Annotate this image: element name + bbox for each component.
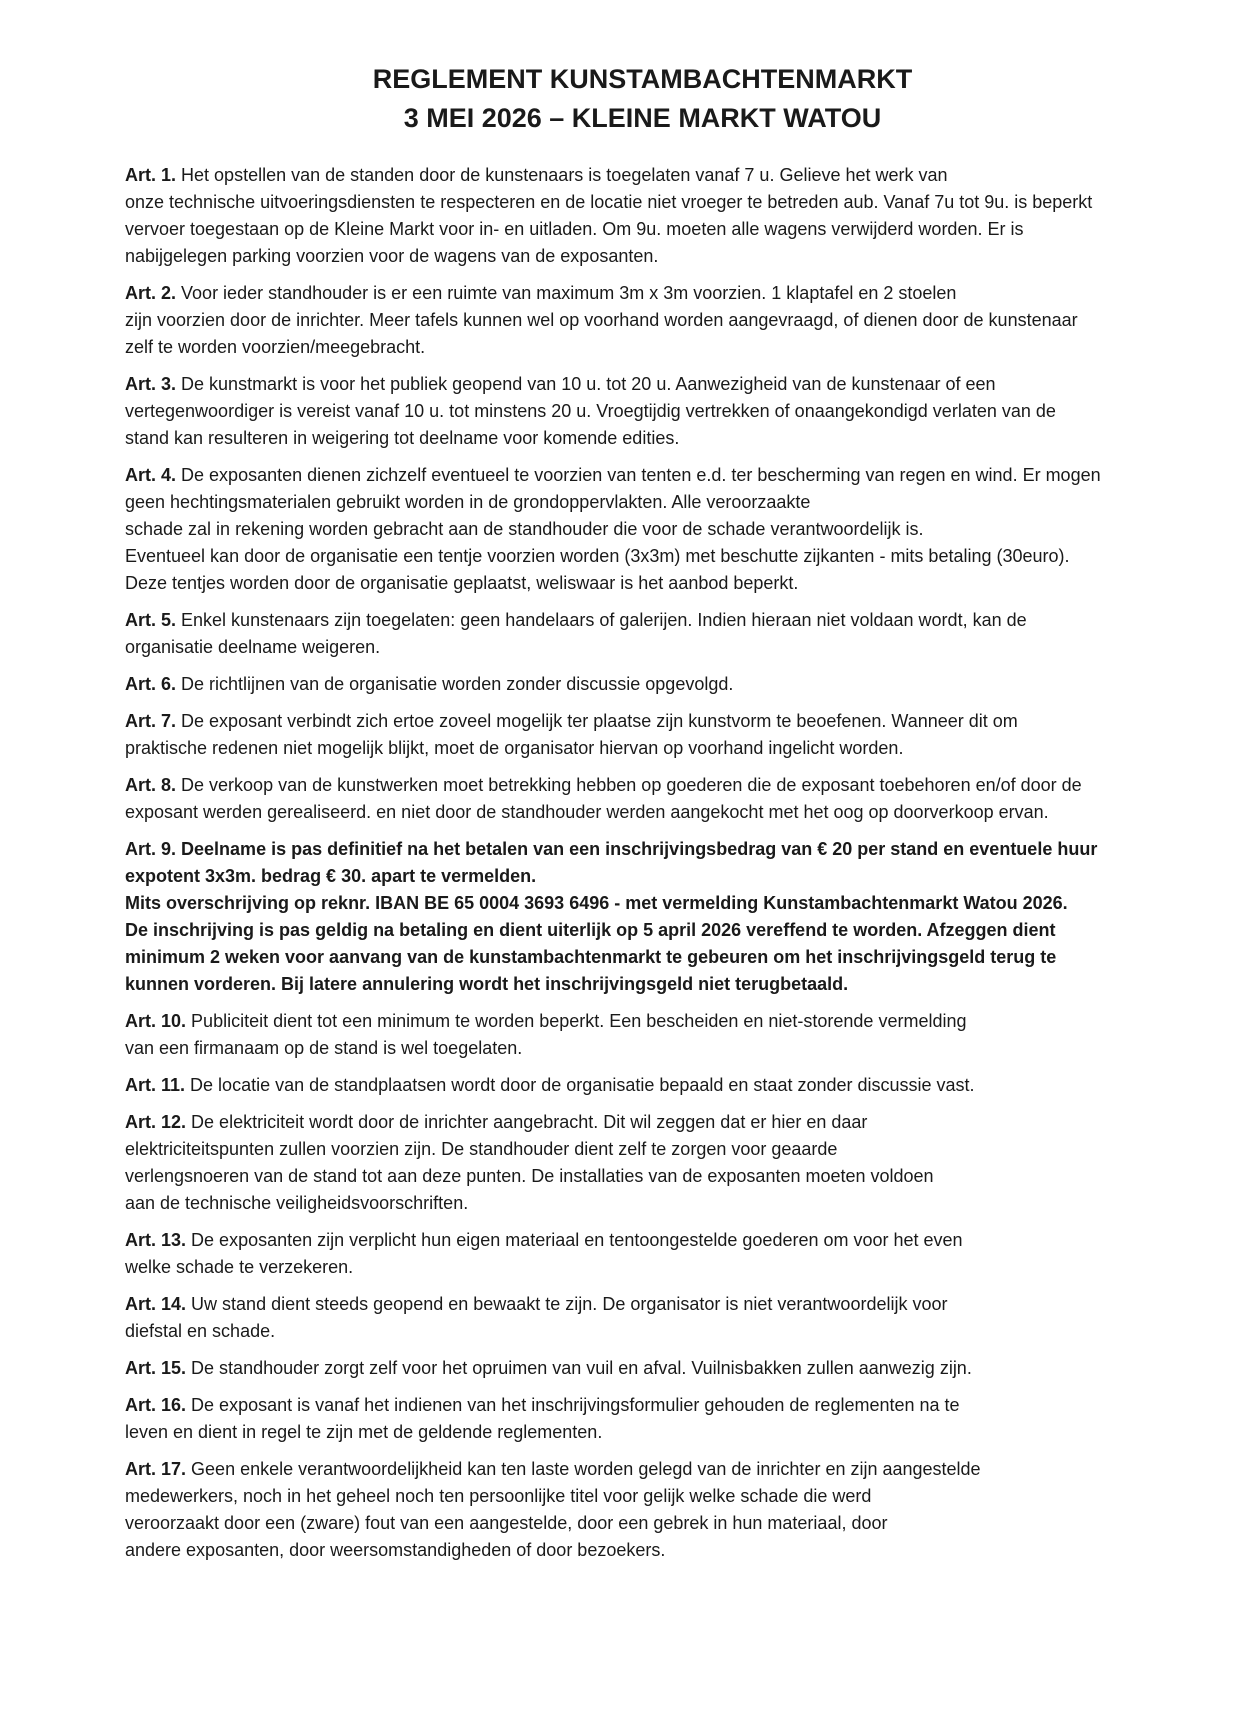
article-text: De exposant verbindt zich ertoe zoveel mogelijk ter plaatse zijn kunstvorm te beoefenen. Wanneer dit om — [181, 711, 1018, 731]
article-15 — [125, 1355, 1180, 1382]
article-text: De exposant is vanaf het indienen van het inschrijvingsformulier gehouden de reglementen na te — [191, 1395, 960, 1415]
article-number: Art. 6. — [125, 674, 177, 694]
article-number: Art. 12. — [125, 1112, 187, 1132]
article-text: veroorzaakt door een (zware) fout van een aangestelde, door een gebrek in hun materiaal, door — [125, 1513, 888, 1533]
article-text: aan de technische veiligheidsvoorschriften. — [125, 1193, 469, 1213]
article-text: onze technische uitvoeringsdiensten te respecteren en de locatie niet vroeger te betreden aub. Vanaf 7u tot 9u. is beperkt — [125, 192, 1093, 212]
article-14 — [125, 1291, 1180, 1345]
article-text: De exposanten zijn verplicht hun eigen materiaal en tentoongestelde goederen om voor het even — [191, 1230, 963, 1250]
article-16 — [125, 1392, 1180, 1446]
article-text: nabijgelegen parking voorzien voor de wagens van de exposanten. — [125, 246, 659, 266]
article-number: Art. 17. — [125, 1459, 187, 1479]
document-title — [125, 60, 1180, 138]
article-2 — [125, 280, 1180, 361]
article-number: Art. 15. — [125, 1358, 187, 1378]
article-12 — [125, 1109, 1180, 1217]
article-text: Publiciteit dient tot een minimum te worden beperkt. Een bescheiden en niet-storende vermelding — [191, 1011, 967, 1031]
article-text: Deelname is pas definitief na het betalen van een inschrijvingsbedrag van € 20 per stand en eventuele huur — [181, 839, 1098, 859]
article-text: organisatie deelname weigeren. — [125, 637, 381, 657]
article-number: Art. 2. — [125, 283, 177, 303]
article-text: leven en dient in regel te zijn met de geldende reglementen. — [125, 1422, 603, 1442]
article-13 — [125, 1227, 1180, 1281]
article-text: zijn voorzien door de inrichter. Meer tafels kunnen wel op voorhand worden aangevraagd, of dienen door de kunstenaar — [125, 310, 1078, 330]
article-text: Uw stand dient steeds geopend en bewaakt te zijn. De organisator is niet verantwoordelijk voor — [191, 1294, 948, 1314]
article-text: exposant werden gerealiseerd. en niet door de standhouder werden aangekocht met het oog op doorverkoop ervan. — [125, 802, 1049, 822]
article-text: welke schade te verzekeren. — [125, 1257, 354, 1277]
article-text: vervoer toegestaan op de Kleine Markt voor in- en uitladen. Om 9u. moeten alle wagens verwijderd worden. Er is — [125, 219, 1024, 239]
article-10 — [125, 1008, 1180, 1062]
article-number: Art. 10. — [125, 1011, 187, 1031]
article-5 — [125, 607, 1180, 661]
article-text: vertegenwoordiger is vereist vanaf 10 u. tot minstens 20 u. Vroegtijdig vertrekken of onaangekondigd verlaten van de — [125, 401, 1056, 421]
article-text: Enkel kunstenaars zijn toegelaten: geen handelaars of galerijen. Indien hieraan niet voldaan wordt, kan de — [181, 610, 1027, 630]
article-text: expotent 3x3m. bedrag € 30. apart te vermelden. — [125, 866, 537, 886]
article-text: diefstal en schade. — [125, 1321, 276, 1341]
article-text: De inschrijving is pas geldig na betaling en dient uiterlijk op 5 april 2026 vereffend te worden. Afzeggen dient — [125, 920, 1056, 940]
article-8 — [125, 772, 1180, 826]
article-text: elektriciteitspunten zullen voorzien zijn. De standhouder dient zelf te zorgen voor geaarde — [125, 1139, 838, 1159]
article-text: kunnen vorderen. Bij latere annulering wordt het inschrijvingsgeld niet terugbetaald. — [125, 974, 849, 994]
article-text: minimum 2 weken voor aanvang van de kunstambachtenmarkt te gebeuren om het inschrijvingsgeld terug te — [125, 947, 1057, 967]
article-text: schade zal in rekening worden gebracht aan de standhouder die voor de schade verantwoordelijk is. — [125, 519, 924, 539]
article-text: Voor ieder standhouder is er een ruimte van maximum 3m x 3m voorzien. 1 klaptafel en 2 stoelen — [181, 283, 957, 303]
article-4 — [125, 462, 1180, 597]
article-number: Art. 5. — [125, 610, 177, 630]
article-number: Art. 3. — [125, 374, 177, 394]
article-1 — [125, 162, 1180, 270]
article-number: Art. 7. — [125, 711, 177, 731]
article-text: Het opstellen van de standen door de kunstenaars is toegelaten vanaf 7 u. Gelieve het werk van — [181, 165, 948, 185]
article-text: De elektriciteit wordt door de inrichter aangebracht. Dit wil zeggen dat er hier en daar — [191, 1112, 868, 1132]
article-number: Art. 4. — [125, 465, 177, 485]
article-text: De richtlijnen van de organisatie worden zonder discussie opgevolgd. — [181, 674, 734, 694]
article-text: verlengsnoeren van de stand tot aan deze punten. De installaties van de exposanten moeten voldoen — [125, 1166, 934, 1186]
title-line-1: REGLEMENT KUNSTAMBACHTENMARKT — [372, 64, 913, 94]
article-text: zelf te worden voorzien/meegebracht. — [125, 337, 426, 357]
article-number: Art. 14. — [125, 1294, 187, 1314]
article-text: De kunstmarkt is voor het publiek geopend van 10 u. tot 20 u. Aanwezigheid van de kunstenaar of een — [181, 374, 996, 394]
article-number: Art. 11. — [125, 1075, 186, 1095]
article-3 — [125, 371, 1180, 452]
article-text: De locatie van de standplaatsen wordt door de organisatie bepaald en staat zonder discussie vast. — [190, 1075, 975, 1095]
article-number: Art. 16. — [125, 1395, 187, 1415]
article-text: geen hechtingsmaterialen gebruikt worden in de grondoppervlakten. Alle veroorzaakte — [125, 492, 811, 512]
article-7 — [125, 708, 1180, 762]
article-text: De exposanten dienen zichzelf eventueel te voorzien van tenten e.d. ter bescherming van regen en wind. Er mogen — [181, 465, 1101, 485]
article-text: andere exposanten, door weersomstandigheden of door bezoekers. — [125, 1540, 666, 1560]
article-11 — [125, 1072, 1180, 1099]
article-text: van een firmanaam op de stand is wel toegelaten. — [125, 1038, 523, 1058]
article-text: praktische redenen niet mogelijk blijkt, moet de organisator hiervan op voorhand ingelicht worden. — [125, 738, 904, 758]
article-text: De standhouder zorgt zelf voor het opruimen van vuil en afval. Vuilnisbakken zullen aanwezig zijn. — [191, 1358, 972, 1378]
article-text: Eventueel kan door de organisatie een tentje voorzien worden (3x3m) met beschutte zijkanten - mits betaling (30euro). — [125, 546, 1070, 566]
article-number: Art. 13. — [125, 1230, 187, 1250]
title-line-2: 3 MEI 2026 – KLEINE MARKT WATOU — [403, 103, 882, 133]
article-6 — [125, 671, 1180, 698]
article-text: De verkoop van de kunstwerken moet betrekking hebben op goederen die de exposant toebehoren en/of door de — [181, 775, 1082, 795]
article-text: medewerkers, noch in het geheel noch ten persoonlijke titel voor gelijk welke schade die werd — [125, 1486, 872, 1506]
article-number: Art. 9. — [125, 839, 177, 859]
article-text: Mits overschrijving op reknr. IBAN BE 65 0004 3693 6496 - met vermelding Kunstambachtenmarkt Watou 2026. — [125, 893, 1068, 913]
article-17 — [125, 1456, 1180, 1564]
article-number: Art. 8. — [125, 775, 177, 795]
articles-list — [125, 162, 1180, 1564]
article-text: Deze tentjes worden door de organisatie geplaatst, weliswaar is het aanbod beperkt. — [125, 573, 799, 593]
article-text: Geen enkele verantwoordelijkheid kan ten laste worden gelegd van de inrichter en zijn aangestelde — [191, 1459, 981, 1479]
article-number: Art. 1. — [125, 165, 177, 185]
article-text: stand kan resulteren in weigering tot deelname voor komende edities. — [125, 428, 680, 448]
article-9 — [125, 836, 1180, 998]
